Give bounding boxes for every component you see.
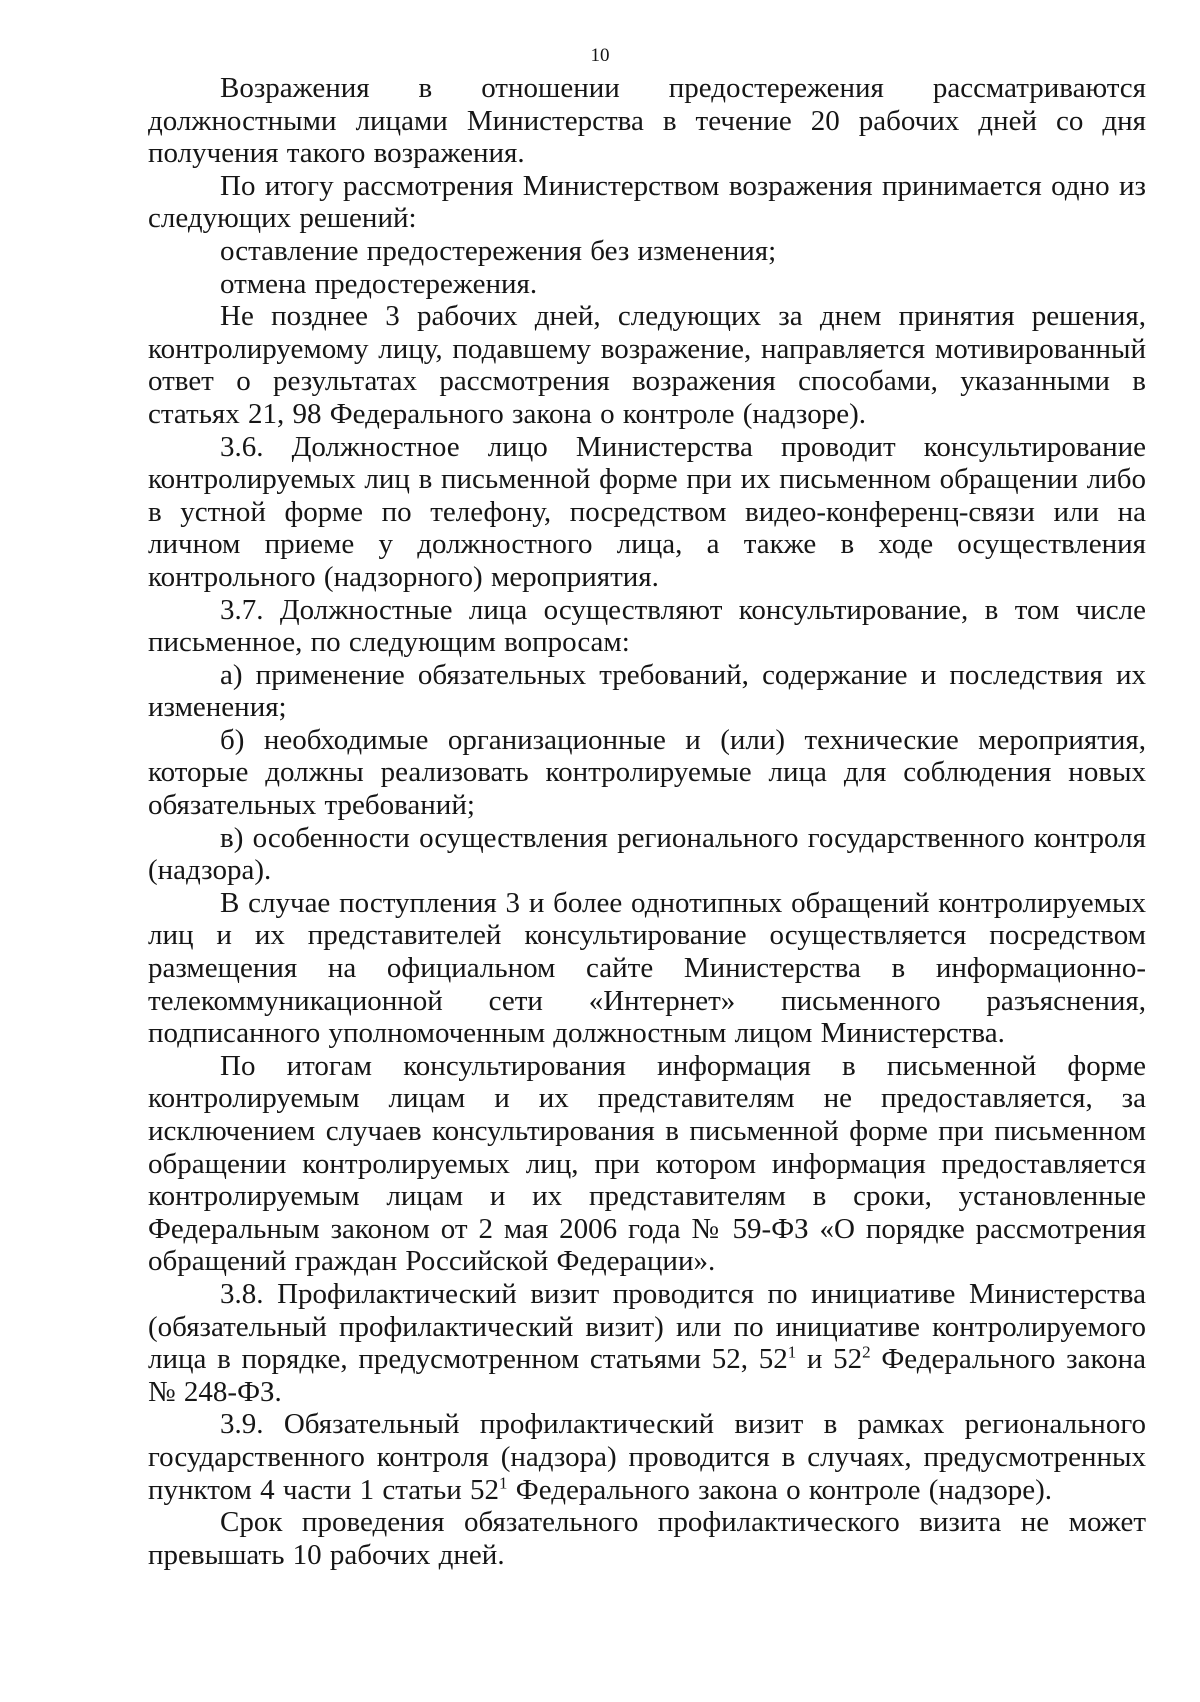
paragraph-decision-option-cancel: отмена предостережения. — [220, 267, 538, 300]
paragraph-multiple-requests: В случае поступления 3 и более однотипных обращений контролируемых лиц и их представителей консультирование осуществляется посредством размещения на официальном сайте Министерства в информационно-телекоммуникационной сети «Интернет» письменного разъяснения, подписанного уполномоченным должностным лицом Министерства. — [148, 886, 1146, 1050]
paragraph-consultation-results: По итогам консультирования информация в письменной форме контролируемым лицам и их представителям не предоставляется, за исключением случаев консультирования в письменной форме при письменном обращении контролируемых лиц, при котором информация предоставляется контролируемым лицам и их представителям в сроки, установленные Федеральным законом от 2 мая 2006 года № 59-ФЗ «О порядке рассмотрения обращений граждан Российской Федерации». — [148, 1049, 1146, 1278]
list-item-v: в) особенности осуществления регионального государственного контроля (надзора). — [148, 821, 1146, 887]
paragraph-section-3-9 — [148, 1408, 1146, 1506]
paragraph-reasoned-response: Не позднее 3 рабочих дней, следующих за днем принятия решения, контролируемому лицу, подавшему возражение, направляется мотивированный ответ о результатах рассмотрения возражения способами, указанными в статьях 21, 98 Федерального закона о контроле (надзоре). — [148, 300, 1146, 430]
section-3-9-text-part1: 3.9. Обязательный профилактический визит в рамках регионального государственного контроля (надзора) проводится в случаях, предусмотренных пунктом 4 части 1 статьи 52 — [148, 1408, 1146, 1506]
superscript-1: 1 — [499, 1472, 508, 1492]
paragraph-section-3-8 — [148, 1278, 1146, 1408]
paragraph-section-3-7: 3.7. Должностные лица осуществляют консультирование, в том числе письменное, по следующим вопросам: — [148, 593, 1146, 659]
section-3-8-text-part1: 3.8. Профилактический визит проводится по инициативе Министерства (обязательный профилактический визит) или по инициативе контролируемого лица в порядке, предусмотренном статьями 52, 52 — [148, 1277, 1146, 1376]
paragraph-decision-option-keep: оставление предостережения без изменения; — [220, 234, 777, 267]
list-item-b: б) необходимые организационные и (или) технические мероприятия, которые должны реализовать контролируемые лица для соблюдения новых обязательных требований; — [148, 723, 1146, 822]
superscript-1: 1 — [787, 1342, 797, 1362]
paragraph-objection-review-period: Возражения в отношении предостережения рассматриваются должностными лицами Министерства в течение 20 рабочих дней со дня получения такого возражения. — [148, 72, 1146, 170]
document-body — [148, 72, 1146, 1571]
list-item-a: а) применение обязательных требований, содержание и последствия их изменения; — [148, 658, 1146, 724]
section-3-8-text-part3: Федерального закона № 248-ФЗ. — [148, 1343, 1146, 1408]
paragraph-objection-decisions-intro: По итогу рассмотрения Министерством возражения принимается одно из следующих решений: — [148, 169, 1146, 235]
paragraph-visit-duration: Срок проведения обязательного профилактического визита не может превышать 10 рабочих дней. — [148, 1506, 1146, 1571]
superscript-2: 2 — [862, 1342, 871, 1362]
page-number: 10 — [590, 45, 610, 66]
section-3-8-text-part2: и 52 — [796, 1343, 863, 1376]
paragraph-section-3-6: 3.6. Должностное лицо Министерства проводит консультирование контролируемых лиц в письменной форме при их письменном обращении либо в устной форме по телефону, посредством видео-конференц-связи или на личном приеме у должностного лица, а также в ходе осуществления контрольного (надзорного) мероприятия. — [148, 430, 1146, 593]
section-3-9-text-part2: Федерального закона о контроле (надзоре). — [507, 1473, 1053, 1506]
